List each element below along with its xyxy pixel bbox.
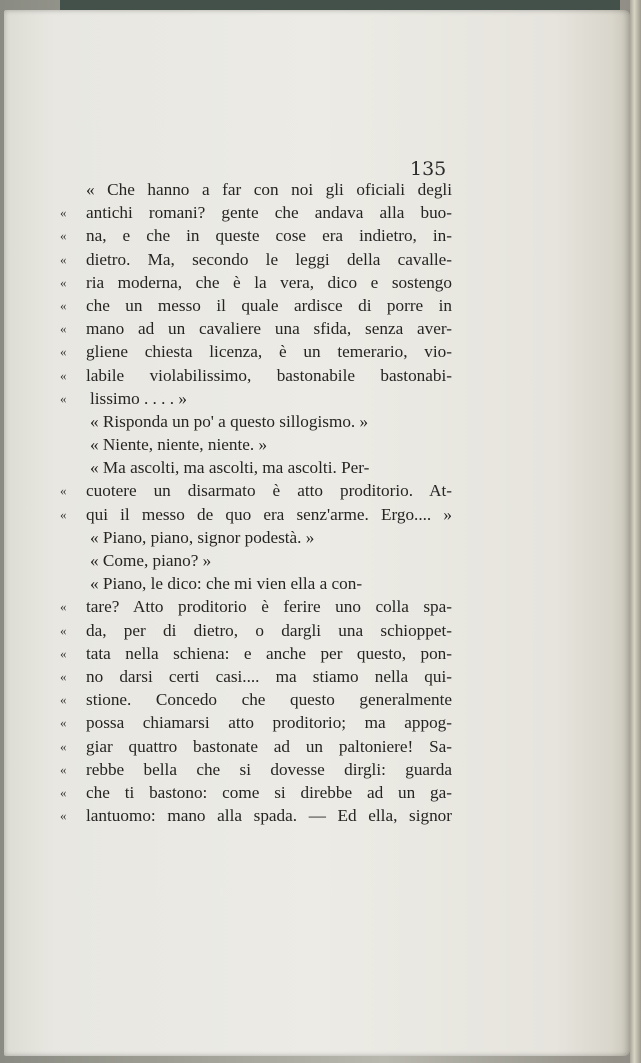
quote-mark-gutter: «	[60, 808, 67, 824]
quote-mark-gutter: «	[60, 205, 67, 221]
line-text: qui il messo de quo era senz'arme. Ergo.... »	[86, 504, 452, 524]
quote-mark-gutter: «	[60, 622, 67, 638]
quote-mark-gutter: «	[60, 784, 67, 800]
line-text: stione. Concedo che questo generalmente	[86, 690, 452, 710]
text-line	[60, 456, 452, 479]
line-text: rebbe bella che si dovesse dirgli: guarda	[86, 759, 452, 779]
text-line	[60, 178, 452, 201]
line-text: « Piano, le dico: che mi vien ella a con-	[90, 574, 363, 594]
text-line	[60, 781, 452, 804]
quote-mark-gutter: «	[60, 390, 67, 406]
body-text	[60, 178, 452, 827]
quote-mark-gutter: «	[60, 645, 67, 661]
quote-mark-gutter: «	[60, 506, 67, 522]
text-line	[60, 271, 452, 294]
line-text: ria moderna, che è la vera, dico e sostengo	[86, 272, 452, 292]
book-top-edge	[60, 0, 620, 10]
line-text: no darsi certi casi.... ma stiamo nella qui-	[86, 666, 452, 686]
text-line	[60, 642, 452, 665]
line-text: na, e che in queste cose era indietro, in-	[86, 226, 452, 246]
quote-mark-gutter: «	[60, 761, 67, 777]
line-text: giar quattro bastonate ad un paltoniere! Sa-	[86, 736, 452, 756]
text-line	[60, 688, 452, 711]
text-line	[60, 595, 452, 618]
quote-mark-gutter: «	[60, 344, 67, 360]
text-line	[60, 410, 452, 433]
text-line	[60, 201, 452, 224]
text-line	[60, 735, 452, 758]
page-number: 135	[410, 158, 447, 180]
line-text: labile violabilissimo, bastonabile bastonabi-	[86, 365, 452, 385]
line-text: che un messo il quale ardisce di porre in	[86, 295, 452, 315]
quote-mark-gutter: «	[60, 692, 67, 708]
quote-mark-gutter: «	[60, 715, 67, 731]
page-fore-edge	[630, 0, 641, 1063]
line-text: possa chiamarsi atto proditorio; ma appog-	[86, 713, 452, 733]
text-line	[60, 804, 452, 827]
quote-mark-gutter: «	[60, 251, 67, 267]
text-line	[60, 503, 452, 526]
text-line	[60, 758, 452, 781]
line-text: lantuomo: mano alla spada. — Ed ella, signor	[86, 806, 452, 826]
line-text: dietro. Ma, secondo le leggi della cavalle-	[86, 249, 452, 269]
text-line	[60, 711, 452, 734]
line-text: tare? Atto proditorio è ferire uno colla spa-	[86, 597, 452, 617]
quote-mark-gutter: «	[60, 274, 67, 290]
quote-mark-gutter: «	[60, 599, 67, 615]
line-text: antichi romani? gente che andava alla buo-	[86, 203, 452, 223]
quote-mark-gutter: «	[60, 228, 67, 244]
text-line	[60, 340, 452, 363]
quote-mark-gutter: «	[60, 483, 67, 499]
text-line	[60, 364, 452, 387]
text-line	[60, 665, 452, 688]
text-line	[60, 224, 452, 247]
line-text: mano ad un cavaliere una sfida, senza aver-	[86, 319, 452, 339]
text-line	[60, 479, 452, 502]
text-line	[60, 549, 452, 572]
line-text: gliene chiesta licenza, è un temerario, vio-	[86, 342, 452, 362]
quote-mark-gutter: «	[60, 297, 67, 313]
line-text: cuotere un disarmato è atto proditorio. At-	[86, 481, 452, 501]
line-text: « Risponda un po' a questo sillogismo. »	[90, 411, 369, 431]
text-line	[60, 317, 452, 340]
line-text: « Come, piano? »	[90, 551, 212, 570]
text-line	[60, 294, 452, 317]
line-text: « Ma ascolti, ma ascolti, ma ascolti. Per-	[90, 458, 370, 478]
line-text: che ti bastono: come si direbbe ad un ga-	[86, 782, 452, 802]
quote-mark-gutter: «	[60, 321, 67, 337]
text-line	[60, 433, 452, 456]
text-line	[60, 387, 452, 410]
line-text: « Piano, piano, signor podestà. »	[90, 527, 315, 547]
text-line	[60, 526, 452, 549]
line-text: da, per di dietro, o dargli una schioppet-	[86, 620, 452, 640]
text-line	[60, 572, 452, 595]
line-text: « Che hanno a far con noi gli oficiali degli	[86, 180, 452, 199]
line-text: « Niente, niente, niente. »	[90, 435, 268, 455]
line-text: tata nella schiena: e anche per questo, pon-	[86, 643, 452, 663]
text-line	[60, 619, 452, 642]
line-text: lissimo . . . . »	[90, 388, 187, 408]
quote-mark-gutter: «	[60, 367, 67, 383]
text-line	[60, 248, 452, 271]
quote-mark-gutter: «	[60, 668, 67, 684]
quote-mark-gutter: «	[60, 738, 67, 754]
